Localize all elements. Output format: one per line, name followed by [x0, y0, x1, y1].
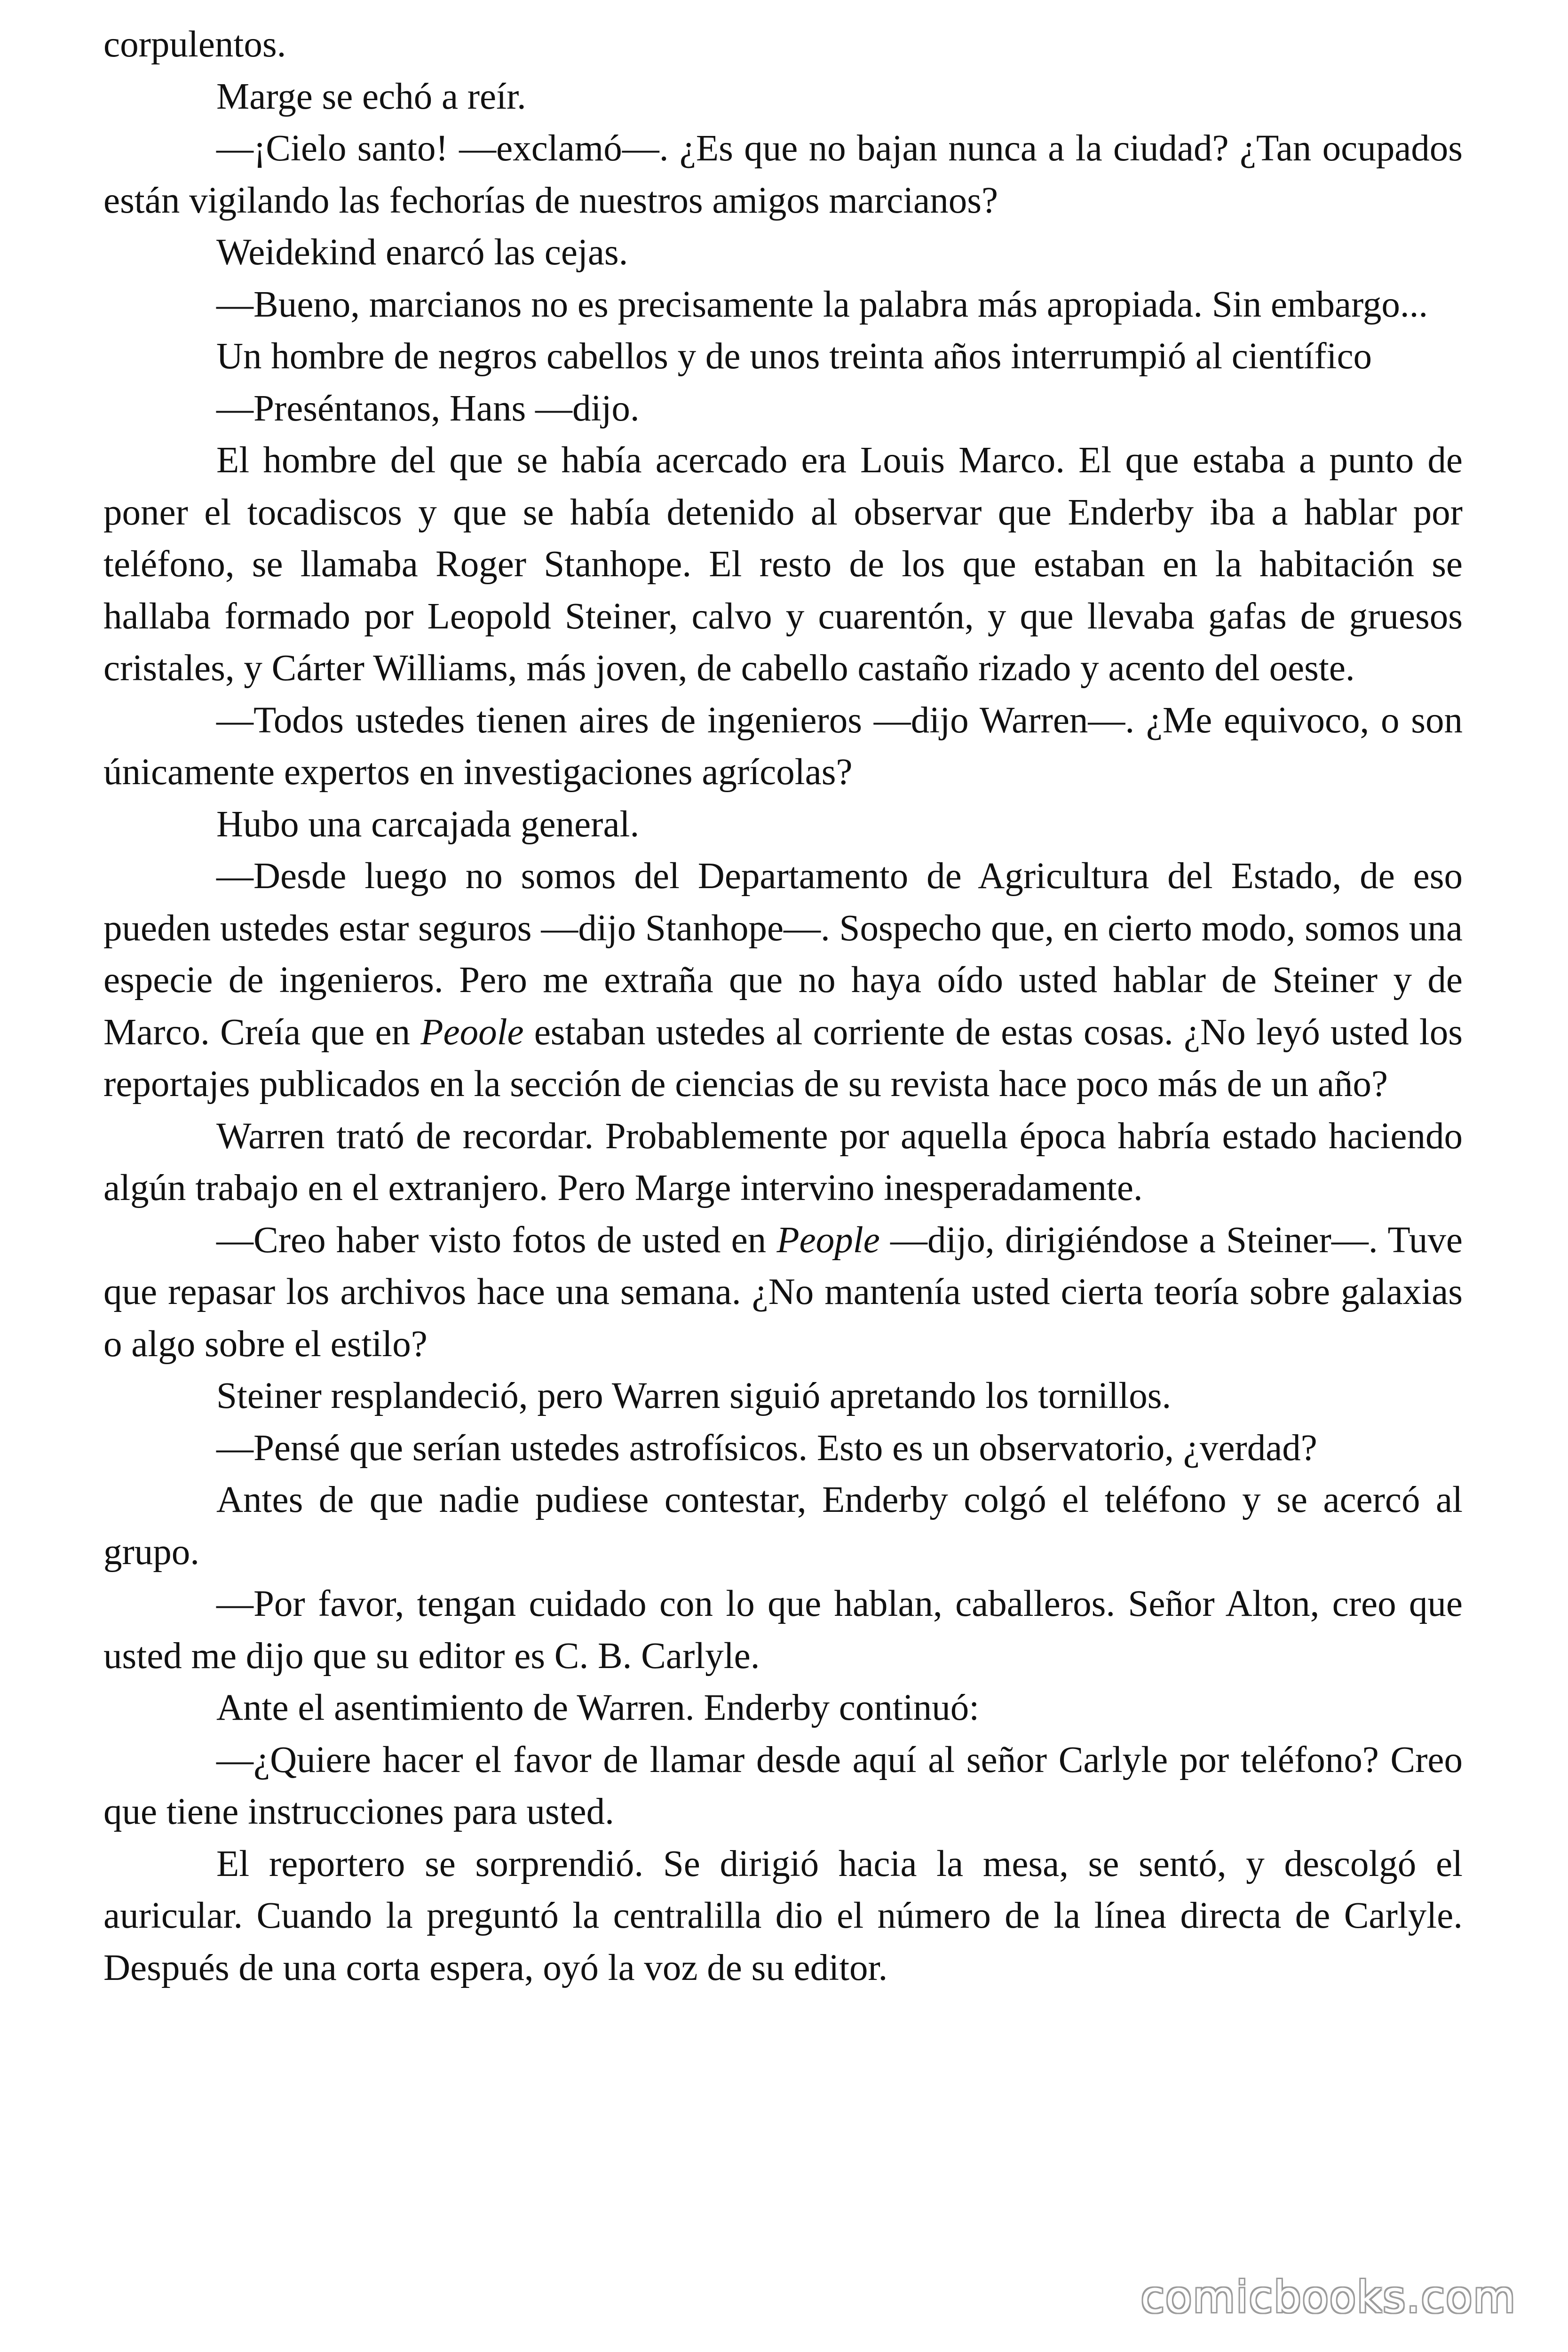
- page-body: [103, 19, 1463, 1994]
- paragraph: —¡Cielo santo! —exclamó—. ¿Es que no bajan nunca a la ciudad? ¿Tan ocupados están vigilando las fechorías de nuestros amigos marcianos?: [103, 128, 1463, 221]
- paragraph: Antes de que nadie pudiese contestar, Enderby colgó el teléfono y se acercó al grupo.: [103, 1479, 1463, 1573]
- paragraph: —Preséntanos, Hans —dijo.: [216, 388, 640, 429]
- paragraph: —Bueno, marcianos no es precisamente la palabra más apropiada. Sin embargo...: [216, 284, 1428, 325]
- paragraph-text: —Creo haber visto fotos de usted en: [216, 1219, 777, 1261]
- paragraph: [103, 1215, 1463, 1371]
- paragraph: —Pensé que serían ustedes astrofísicos. Esto es un observatorio, ¿verdad?: [216, 1427, 1317, 1469]
- paragraph: Warren trató de recordar. Probablemente por aquella época habría estado haciendo algún trabajo en el extranjero. Pero Marge intervino inesperadamente.: [103, 1115, 1463, 1208]
- paragraph: Un hombre de negros cabellos y de unos treinta años interrumpió al científico: [216, 336, 1372, 377]
- paragraph: Ante el asentimiento de Warren. Enderby continuó:: [216, 1687, 980, 1728]
- paragraph-text: estaban ustedes al corriente de estas cosas. ¿No leyó usted los reportajes publicados en la sección de ciencias de su revista hace poco más de un año?: [103, 1011, 1463, 1104]
- paragraph: Weidekind enarcó las cejas.: [216, 232, 628, 273]
- watermark: comicbooks.com: [1140, 2272, 1516, 2322]
- paragraph: El hombre del que se había acercado era Louis Marco. El que estaba a punto de poner el tocadiscos y que se había detenido al observar que Enderby iba a hablar por teléfono, se llamaba Roger Stanhope. El resto de los que estaban en la habitación se hallaba formado por Leopold Steiner, calvo y cuarentón, y que llevaba gafas de gruesos cristales, y Cárter Williams, más joven, de cabello castaño rizado y acento del oeste.: [103, 440, 1463, 689]
- paragraph: El reportero se sorprendió. Se dirigió hacia la mesa, se sentó, y descolgó el auricular. Cuando la preguntó la centralilla dio el número de la línea directa de Carlyle. Después de una corta espera, oyó la voz de su editor.: [103, 1843, 1463, 1988]
- paragraph: —¿Quiere hacer el favor de llamar desde aquí al señor Carlyle por teléfono? Creo que tiene instrucciones para usted.: [103, 1739, 1463, 1832]
- paragraph: [103, 850, 1463, 1111]
- paragraph-text: —dijo, dirigiéndose a Steiner—. Tuve que repasar los archivos hace una semana. ¿No mantenía usted cierta teoría sobre galaxias o algo sobre el estilo?: [103, 1219, 1463, 1365]
- paragraph: corpulentos.: [103, 24, 286, 65]
- magazine-title: Peoole: [420, 1011, 524, 1053]
- paragraph-text: —Desde luego no somos del Departamento de Agricultura del Estado, de eso pueden ustedes estar seguros —dijo Stanhope—. Sospecho que, en cierto modo, somos una especie de ingenieros. Pero me extraña que no haya oído usted hablar de Steiner y de Marco. Creía que en: [103, 856, 1463, 1053]
- paragraph: —Por favor, tengan cuidado con lo que hablan, caballeros. Señor Alton, creo que usted me dijo que su editor es C. B. Carlyle.: [103, 1583, 1463, 1677]
- paragraph: Hubo una carcajada general.: [216, 803, 640, 845]
- paragraph: Marge se echó a reír.: [216, 76, 526, 117]
- paragraph: Steiner resplandeció, pero Warren siguió apretando los tornillos.: [216, 1375, 1172, 1416]
- magazine-title: People: [776, 1219, 880, 1261]
- paragraph: —Todos ustedes tienen aires de ingenieros —dijo Warren—. ¿Me equivoco, o son únicamente expertos en investigaciones agrícolas?: [103, 699, 1463, 793]
